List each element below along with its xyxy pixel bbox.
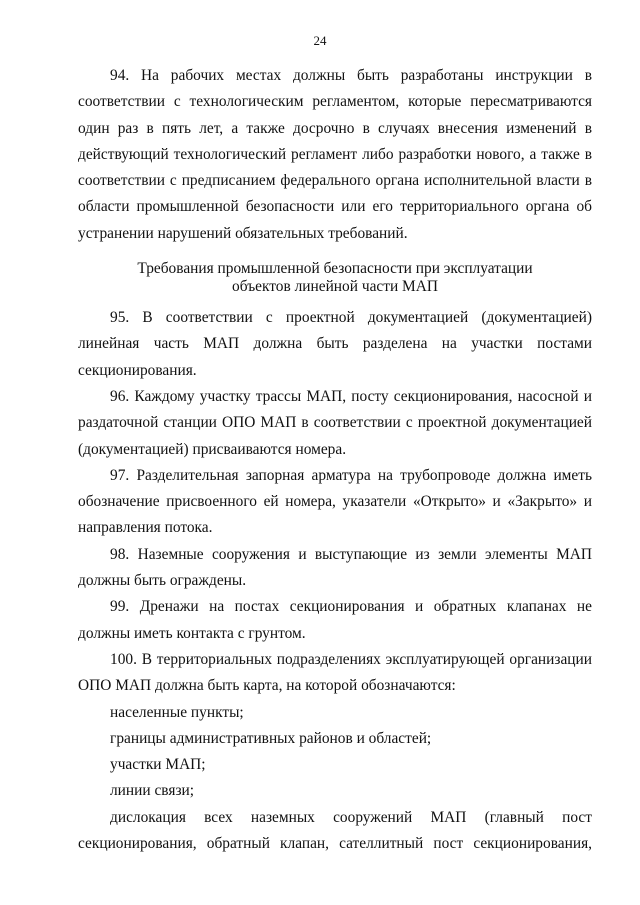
paragraph-continuation: дислокация всех наземных сооружений МАП (главный пост секционирования, обратный клапан, сателлитный пост секционирования, (78, 808, 592, 853)
list-item: участки МАП; (110, 756, 206, 774)
page-number: 24 (313, 33, 327, 48)
paragraph-96: 96. Каждому участку трассы МАП, посту секционирования, насосной и раздаточной станции ОПО МАП в соответствии с проектной документацией (документацией) присваиваются номера. (78, 387, 592, 458)
paragraph-100: 100. В территориальных подразделениях эксплуатирующей организации ОПО МАП должна быть карта, на которой обозначаются: (78, 650, 592, 695)
paragraph-97: 97. Разделительная запорная арматура на трубопроводе должна иметь обозначение присвоенного ей номера, указатели «Открыто» и «Закрыто» и направления потока. (78, 466, 592, 537)
paragraph-95: 95. В соответствии с проектной документацией (документацией) линейная часть МАП должна быть разделена на участки постами секционирования. (78, 309, 592, 379)
list-item: населенные пункты; (110, 703, 244, 721)
paragraph-94: 94. На рабочих местах должны быть разработаны инструкции в соответствии с технологическим регламентом, которые пересматриваются один раз в пять лет, а также досрочно в случаях внесения изменений в действующий технологический регламент либо разработки нового, а также в соответствии с предписанием федерального органа исполнительной власти в области промышленной безопасности или его территориального органа об устранении нарушений обязательных требований. (78, 67, 592, 242)
section-heading-line-1: Требования промышленной безопасности при эксплуатации (137, 260, 533, 278)
paragraph-99: 99. Дренажи на постах секционирования и обратных клапанах не должны иметь контакта с грунтом. (78, 598, 592, 642)
paragraph-98: 98. Наземные сооружения и выступающие из земли элементы МАП должны быть ограждены. (78, 545, 592, 590)
section-heading-line-2: объектов линейной части МАП (232, 278, 438, 296)
document-body (78, 63, 592, 857)
section-heading (78, 260, 592, 296)
list-item: линии связи; (110, 782, 195, 800)
list-item: границы административных районов и областей; (110, 729, 432, 747)
